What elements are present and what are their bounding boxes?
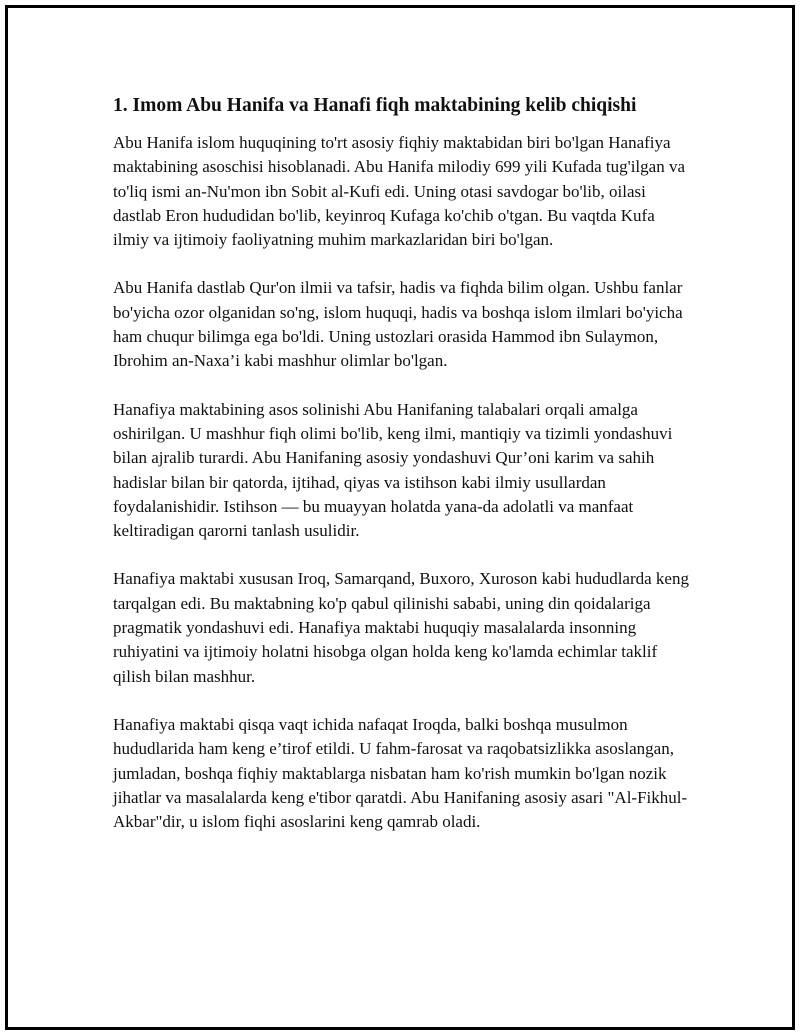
paragraph-5: Hanafiya maktabi qisqa vaqt ichida nafaqat Iroqda, balki boshqa musulmon hududlarida ham keng e’tirof etildi. U fahm-farosat va raqobatsizlikka asoslangan, jumladan, boshqa fiqhiy maktablarga nisbatan ham ko'rish mumkin bo'lgan nozik jihatlar va masalalarda keng e'tibor qaratdi. Abu Hanifaning asosiy asari "Al-Fikhul-Akbar"dir, u islom fiqhi asoslarini keng qamrab oladi. [113,714,688,832]
section-heading: 1. Imom Abu Hanifa va Hanafi fiqh maktabining kelib chiqishi [113,95,637,116]
paragraph-4: Hanafiya maktabi xususan Iroq, Samarqand, Buxoro, Xuroson kabi hududlarda keng tarqalgan edi. Bu maktabning ko'p qabul qilinishi sababi, uning din qoidalariga pragmatik yondashuvi edi. Hanafiya maktabi huquqiy masalalarda insonning ruhiyatini va ijtimoiy holatni hisobga olgan holda keng ko'lamda echimlar taklif qilish bilan mashhur. [113,569,689,686]
paragraph-1: Abu Hanifa islom huquqining to'rt asosiy fiqhiy maktabidan biri bo'lgan Hanafiya maktabining asoschisi hisoblanadi. Abu Hanifa milodiy 699 yili Kufada tug'ilgan va to'liq ismi an-Nu'mon ibn Sobit al-Kufi edi. Uning otasi savdogar bo'lib, oilasi dastlab Eron hududidan bo'lib, keyinroq Kufaga ko'chib o'tgan. Bu vaqtda Kufa ilmiy va ijtimoiy faoliyatning muhim markazlaridan biri bo'lgan. [113,133,685,250]
paragraph-2: Abu Hanifa dastlab Qur'on ilmii va tafsir, hadis va fiqhda bilim olgan. Ushbu fanlar bo'yicha ozor olganidan so'ng, islom huquqi, hadis va boshqa islom ilmlari bo'yicha ham chuqur bilimga ega bo'ldi. Uning ustozlari orasida Hammod ibn Sulaymon, Ibrohim an-Naxa’i kabi mashhur olimlar bo'lgan. [113,278,683,371]
paragraph-3: Hanafiya maktabining asos solinishi Abu Hanifaning talabalari orqali amalga oshirilgan. U mashhur fiqh olimi bo'lib, keng ilmi, mantiqiy va tizimli yondashuvi bilan ajralib turardi. Abu Hanifaning asosiy yondashuvi Qur’oni karim va sahih hadislar bilan bir qatorda, ijtihad, qiyas va istihson kabi ilmiy usullardan foydalanishidir. Istihson — bu muayyan holatda yana-da adolatli va manfaat keltiradigan qarorni tanlash usulidir. [113,399,673,541]
document-body [113,93,693,858]
